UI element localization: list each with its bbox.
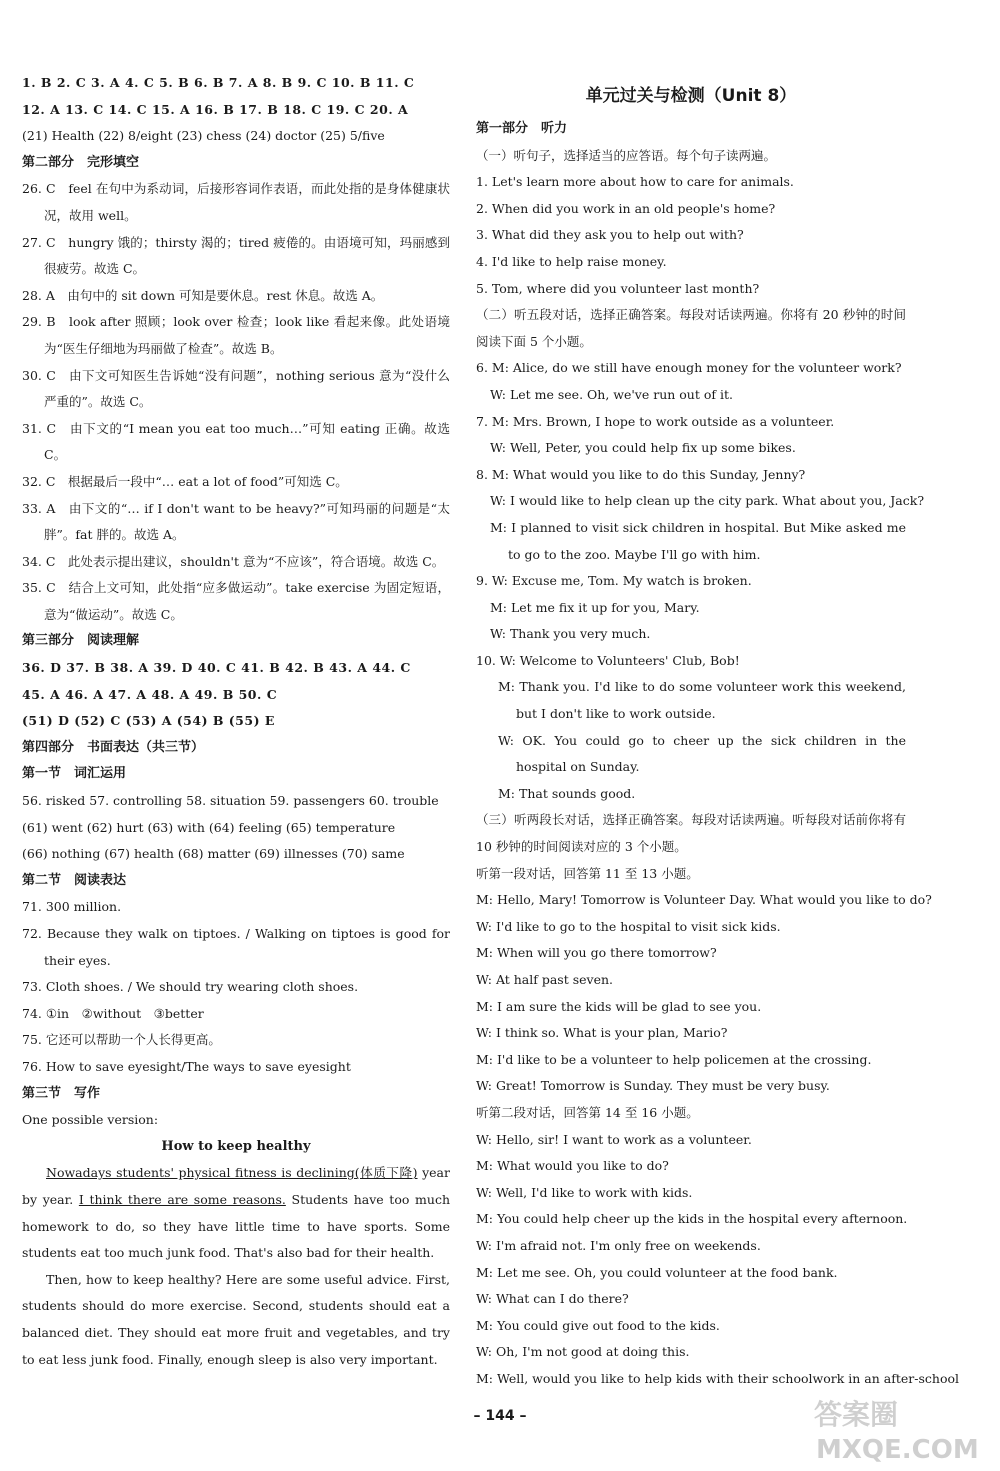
listening-sentence-2: 2. When did you work in an old people's home? (476, 200, 776, 216)
part3-heading: 第三部分 阅读理解 (22, 633, 140, 649)
listening-section-2-intro: （二）听五段对话，选择正确答案。每段对话读两遍。你将有 20 秒钟的时间阅读下面 5 个小题。 (476, 307, 906, 349)
version-label: One possible version: (22, 1112, 159, 1128)
essay-underlined-phrase: Nowadays students' physical fitness is declining(体质下降) (46, 1165, 418, 1181)
reading-answers-row-3: (51) D (52) C (53) A (54) B (55) E (22, 713, 275, 729)
vocab-answers-row-3: (66) nothing (67) health (68) matter (69) illnesses (70) same (22, 846, 405, 862)
conversation-2-intro: 听第二段对话，回答第 14 至 16 小题。 (476, 1104, 699, 1120)
part2-heading: 第二部分 完形填空 (22, 154, 140, 170)
dialogue-10-line: M: Thank you. I'd like to do some volunteer work this weekend, but I don't like to work outside. (498, 679, 906, 722)
cloze-item-27: 27. C hungry 饿的；thirsty 渴的；tired 疲倦的。由语境可知，玛丽感到很疲劳。故选 C。 (22, 234, 450, 277)
listening-answers-row-2: 12. A 13. C 14. C 15. A 16. B 17. B 18. C 19. C 20. A (22, 101, 409, 117)
vocab-answers-row-2: (61) went (62) hurt (63) with (64) feeling (65) temperature (22, 819, 396, 835)
conversation-line: M: What would you like to do? (476, 1158, 669, 1174)
expression-answer-72: 72. Because they walk on tiptoes. / Walking on tiptoes is good for their eyes. (22, 926, 450, 968)
dialogue-6-line: W: Let me see. Oh, we've run out of it. (490, 386, 733, 402)
conversation-line: W: At half past seven. (476, 972, 614, 987)
essay-paragraph-2: Then, how to keep healthy? Here are some useful advice. First, students should do more exercise. Second, students should eat a balanced diet. They should eat more fruit and vegetables, and try to eat less junk food. Finally, enough sleep is also very important. (22, 1271, 450, 1367)
conversation-line: W: Great! Tomorrow is Sunday. They must be very busy. (476, 1078, 830, 1094)
watermark-url: MXQE.COM (816, 1435, 979, 1465)
dialogue-8-line: 8. M: What would you like to do this Sunday, Jenny? (476, 466, 806, 482)
section3-heading: 第三节 写作 (22, 1085, 101, 1101)
listening-sentence-1: 1. Let's learn more about how to care for animals. (476, 174, 794, 190)
listening-answers-row-1: 1. B 2. C 3. A 4. C 5. B 6. B 7. A 8. B 9. C 10. B 11. C (22, 75, 415, 90)
conversation-line: M: Hello, Mary! Tomorrow is Volunteer Day. What would you like to do? (476, 892, 932, 908)
cloze-item-28: 28. A 由句中的 sit down 可知是要休息。rest 休息。故选 A。 (22, 287, 384, 303)
cloze-item-32: 32. C 根据最后一段中“… eat a lot of food”可知选 C。 (22, 473, 348, 489)
section2-heading: 第二节 阅读表达 (22, 872, 127, 888)
dialogue-10-line: 10. W: Welcome to Volunteers' Club, Bob! (476, 652, 740, 668)
conversation-line: W: I'd like to go to the hospital to visit sick kids. (476, 918, 781, 934)
dialogue-6-line: 6. M: Alice, do we still have enough money for the volunteer work? (476, 360, 902, 376)
unit-title: 单元过关与检测（Unit 8） (585, 86, 797, 106)
part1-heading: 第一部分 听力 (476, 121, 568, 136)
listening-sentence-4: 4. I'd like to help raise money. (476, 253, 667, 269)
listening-sentence-5: 5. Tom, where did you volunteer last month? (476, 280, 760, 296)
conversation-line: M: You could help cheer up the kids in the hospital every afternoon. (476, 1211, 908, 1227)
essay-text: Students have too much homework to do, so they have little time to have sports. Some students eat too much junk food. That's also bad for their health. (22, 1191, 450, 1261)
cloze-item-35: 35. C 结合上文可知，此处指“应多做运动”。take exercise 为固定短语，意为“做运动”。故选 C。 (22, 580, 450, 622)
listening-section-1-intro: （一）听句子，选择适当的应答语。每个句子读两遍。 (476, 147, 777, 163)
reading-answers-row-1: 36. D 37. B 38. A 39. D 40. C 41. B 42. B 43. A 44. C (22, 660, 411, 676)
cloze-item-26: 26. C feel 在句中为系动词，后接形容词作表语，而此处指的是身体健康状况，故用 well。 (22, 181, 450, 223)
dialogue-10-line: M: That sounds good. (498, 785, 636, 801)
conversation-1 (476, 887, 932, 1100)
conversation-line: M: I am sure the kids will be glad to see you. (476, 998, 762, 1014)
vocab-answers-row-1: 56. risked 57. controlling 58. situation 59. passengers 60. trouble (22, 793, 439, 809)
conversation-line: M: Well, would you like to help kids with their schoolwork in an after-school (476, 1370, 959, 1386)
dialogue-7-line: 7. M: Mrs. Brown, I hope to work outside as a volunteer. (476, 413, 835, 429)
left-column (22, 70, 450, 1373)
conversation-line: M: I'd like to be a volunteer to help policemen at the crossing. (476, 1051, 872, 1067)
dialogue-9-line: M: Let me fix it up for you, Mary. (490, 599, 700, 615)
reading-answers-row-2: 45. A 46. A 47. A 48. A 49. B 50. C (22, 686, 278, 702)
part4-heading: 第四部分 书面表达（共三节） (22, 739, 205, 755)
expression-answer-76: 76. How to save eyesight/The ways to save eyesight (22, 1058, 351, 1074)
dialogue-9-line: W: Thank you very much. (490, 626, 651, 642)
dialogue-8-line: W: I would like to help clean up the city park. What about you, Jack? (490, 493, 925, 509)
listening-sentence-3: 3. What did they ask you to help out with? (476, 227, 744, 243)
conversation-line: W: Well, I'd like to work with kids. (476, 1184, 693, 1200)
cloze-item-29: 29. B look after 照顾；look over 检查；look like 看起来像。此处语境为“医生仔细地为玛丽做了检查”。故选 B。 (22, 314, 450, 356)
conversation-line: M: Let me see. Oh, you could volunteer at the food bank. (476, 1264, 838, 1280)
conversation-line: W: I think so. What is your plan, Mario? (476, 1025, 728, 1041)
cloze-item-33: 33. A 由下文的“… if I don't want to be heavy?”可知玛丽的问题是“太胖”。fat 胖的。故选 A。 (22, 500, 450, 543)
conversation-2 (476, 1127, 959, 1393)
cloze-item-34: 34. C 此处表示提出建议，shouldn't 意为“不应该”，符合语境。故选 C。 (22, 553, 445, 569)
right-column (476, 70, 959, 1393)
page-number: – 144 – (473, 1408, 527, 1424)
essay-title: How to keep healthy (161, 1138, 311, 1154)
dialogue-7-line: W: Well, Peter, you could help fix up some bikes. (490, 440, 796, 456)
dialogue-9-line: 9. W: Excuse me, Tom. My watch is broken. (476, 573, 752, 589)
conversation-line: W: I'm afraid not. I'm only free on weekends. (476, 1237, 761, 1253)
expression-answer-73: 73. Cloth shoes. / We should try wearing cloth shoes. (22, 979, 359, 995)
cloze-item-31: 31. C 由下文的“I mean you eat too much…”可知 eating 正确。故选 C。 (22, 420, 450, 463)
listening-answers-row-3: (21) Health (22) 8/eight (23) chess (24) doctor (25) 5/five (22, 128, 385, 144)
cloze-item-30: 30. C 由下文可知医生告诉她“没有问题”，nothing serious 意为“没什么严重的”。故选 C。 (22, 367, 450, 410)
conversation-line: M: You could give out food to the kids. (476, 1317, 720, 1333)
essay-paragraph-1 (22, 1160, 450, 1266)
dialogue-10-line: W: OK. You could go to cheer up the sick children in the hospital on Sunday. (498, 732, 906, 775)
conversation-1-intro: 听第一段对话，回答第 11 至 13 小题。 (476, 865, 699, 881)
listening-section-3-intro: （三）听两段长对话，选择正确答案。每段对话读两遍。听每段对话前你将有 10 秒钟的时间阅读对应的 3 个小题。 (476, 812, 906, 855)
conversation-line: W: What can I do there? (476, 1291, 629, 1307)
conversation-line: W: Hello, sir! I want to work as a volunteer. (476, 1131, 752, 1147)
section1-heading: 第一节 词汇运用 (22, 766, 127, 782)
essay-underlined-sentence: I think there are some reasons. (78, 1191, 286, 1207)
dialogue-8-line: M: I planned to visit sick children in hospital. But Mike asked me to go to the zoo. Maybe I'll go with him. (490, 519, 906, 562)
conversation-line: W: Oh, I'm not good at doing this. (476, 1344, 690, 1360)
conversation-line: M: When will you go there tomorrow? (476, 945, 717, 961)
watermark-logo (800, 1390, 995, 1470)
expression-answer-75: 75. 它还可以帮助一个人长得更高。 (22, 1032, 221, 1048)
expression-answer-74: 74. ①in ②without ③better (22, 1005, 204, 1021)
essay-text: year by year. (22, 1165, 450, 1207)
watermark-logo-text: 答案圈 (814, 1398, 899, 1431)
expression-answer-71: 71. 300 million. (22, 899, 122, 915)
